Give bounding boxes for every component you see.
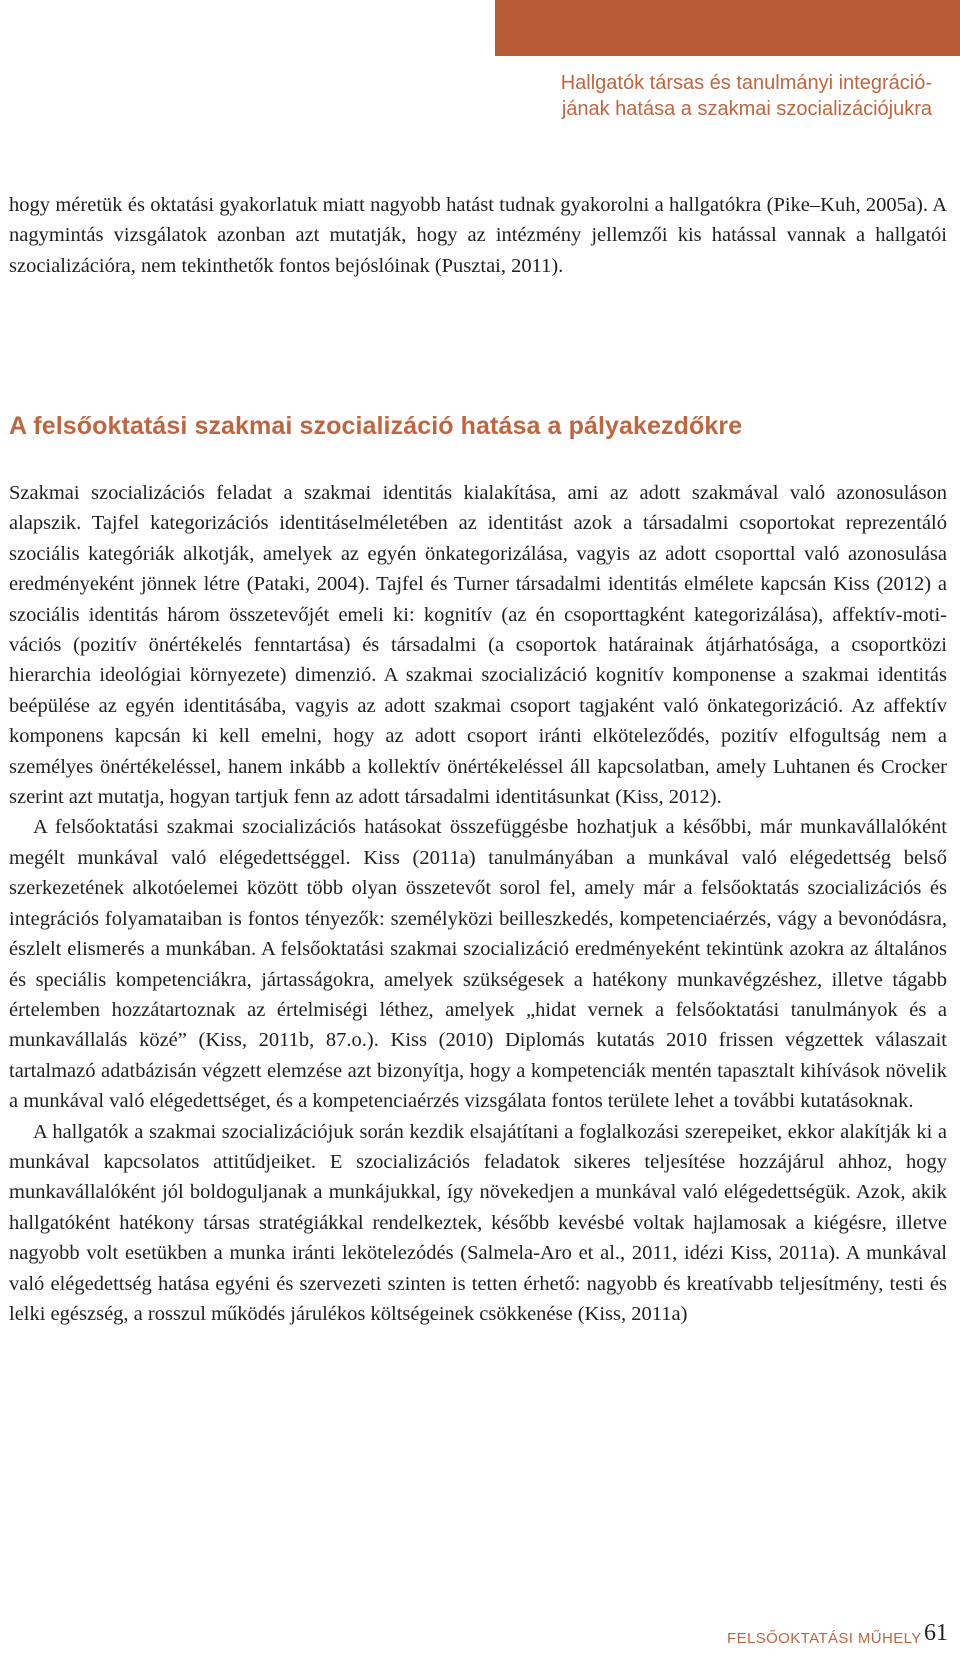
header-color-bar <box>495 0 960 56</box>
page-number: 61 <box>924 1620 948 1646</box>
running-header-line-2: jának hatása a szakmai szocializációjukra <box>561 98 932 120</box>
running-header-line-1: Hallgatók társas és tanulmányi integráció- <box>560 72 932 94</box>
paragraph-2: A felsőoktatási szakmai szocializációs hatásokat összefüggésbe hozhatjuk a későbbi, már munkavállalóként megélt munkával való elégedettséggel. Kiss (2011a) tanulmányában a munkával való elégedettség belső szerkezetének alkotóelemei között több olyan összetevőt sorol fel, amely már a felsőoktatás szocializációs és integrációs folyamataiban is fontos tényezők: személyközi beilleszkedés, kompetenciaérzés, vágy a bevonódásra, észlelt elismerés a munkában. A felsőoktatási szakmai szocializáció eredményeként tekintünk azokra az általános és speciális kompetenciákra, jártasságokra, amelyek szükségesek a hatékony munkavégzéshez, illetve tágabb értelemben hozzátartoznak az értelmiségi léthez, amelyek „hidat vernek a felsőoktatási tanulmányok és a munkavállalás közé” (Kiss, 2011b, 87.o.). Kiss (2010) Diplomás kutatás 2010 frissen végzettek válaszait tartalmazó adatbázisán végzett elemzése azt bizonyítja, hogy a kompetenciák mentén tapasztalt kihívások növelik a munkával való elégedettséget, és a kompetenciaérzés vizsgálata fontos területe lehet a további kutatásoknak. <box>9 816 947 1113</box>
section-heading: A felsőoktatási szakmai szocializáció hatása a pályakezdőkre <box>9 412 743 440</box>
running-header <box>472 70 932 122</box>
paragraph-1: Szakmai szocializációs feladat a szakmai identitás kialakítása, ami az adott szakmával való azonosuláson alapszik. Tajfel kategorizációs identitáselméletében az identitást azok a társadalmi csoportokat reprezentáló szociális kategóriák alkotják, amelyek az egyén önkategorizálása, vagyis az adott csoporttal való azonosulása eredményeként jönnek létre (Pataki, 2004). Tajfel és Turner társadalmi identitás elmélete kapcsán Kiss (2012) a szociális identitás három összetevőjét emeli ki: kognitív (az én csoporttagként kategorizálása), affektív-motivációs (pozitív önértékelés fenntartása) és társadalmi (a csoportok határainak átjárhatósága, a csoportközi hierarchia ideológiai környezete) dimenzió. A szakmai szocializáció kognitív komponense a szakmai identitás beépülése az egyén identitásába, vagyis az adott szakmai csoport tagjaként való önkategorizáció. Az affektív komponens kapcsán ki kell emelni, hogy az adott csoport iránti elköteleződés, pozitív elfogultság nem a személyes önértékeléssel, hanem inkább a kollektív önértékeléssel áll kapcsolatban, amely Luhtanen és Crocker szerint azt mutatja, hogyan tartjuk fenn az adott társadalmi identitásunkat (Kiss, 2012). <box>9 482 947 809</box>
intro-text-block <box>9 190 947 281</box>
main-text-block <box>9 478 947 1329</box>
intro-paragraph: hogy méretük és oktatási gyakorlatuk miatt nagyobb hatást tudnak gyakorolni a hallgatókra (Pike–Kuh, 2005a). A nagymintás vizsgálatok azonban azt mutatják, hogy az intézmény jellemzői kis hatással vannak a hallgatói szocializációra, nem tekinthetők fontos bejóslóinak (Pusztai, 2011). <box>9 194 947 277</box>
paragraph-3: A hallgatók a szakmai szocializációjuk során kezdik elsajátítani a foglalkozási szerepeiket, ekkor alakítják ki a munkával kapcsolatos attitűdjeiket. E szocializációs feladatok sikeres teljesítése hozzájárul ahhoz, hogy munkavállalóként jól boldoguljanak a munkájukkal, így növekedjen a munkával való elégedettségük. Azok, akik hallgatóként hatékony társas stratégiákkal rendelkeztek, később kevésbé voltak hajlamosak a kiégésre, illetve nagyobb volt esetükben a munka iránti lekötelezódés (Salmela-Aro et al., 2011, idézi Kiss, 2011a). A munkával való elégedettség hatása egyéni és szervezeti szinten is tetten érhető: nagyobb és kreatívabb teljesítmény, testi és lelki egészség, a rosszul működés járulékos költségeinek csökkenése (Kiss, 2011a) <box>9 1120 947 1325</box>
journal-name: FELSŐOKTATÁSI MŰHELY <box>727 1630 922 1647</box>
